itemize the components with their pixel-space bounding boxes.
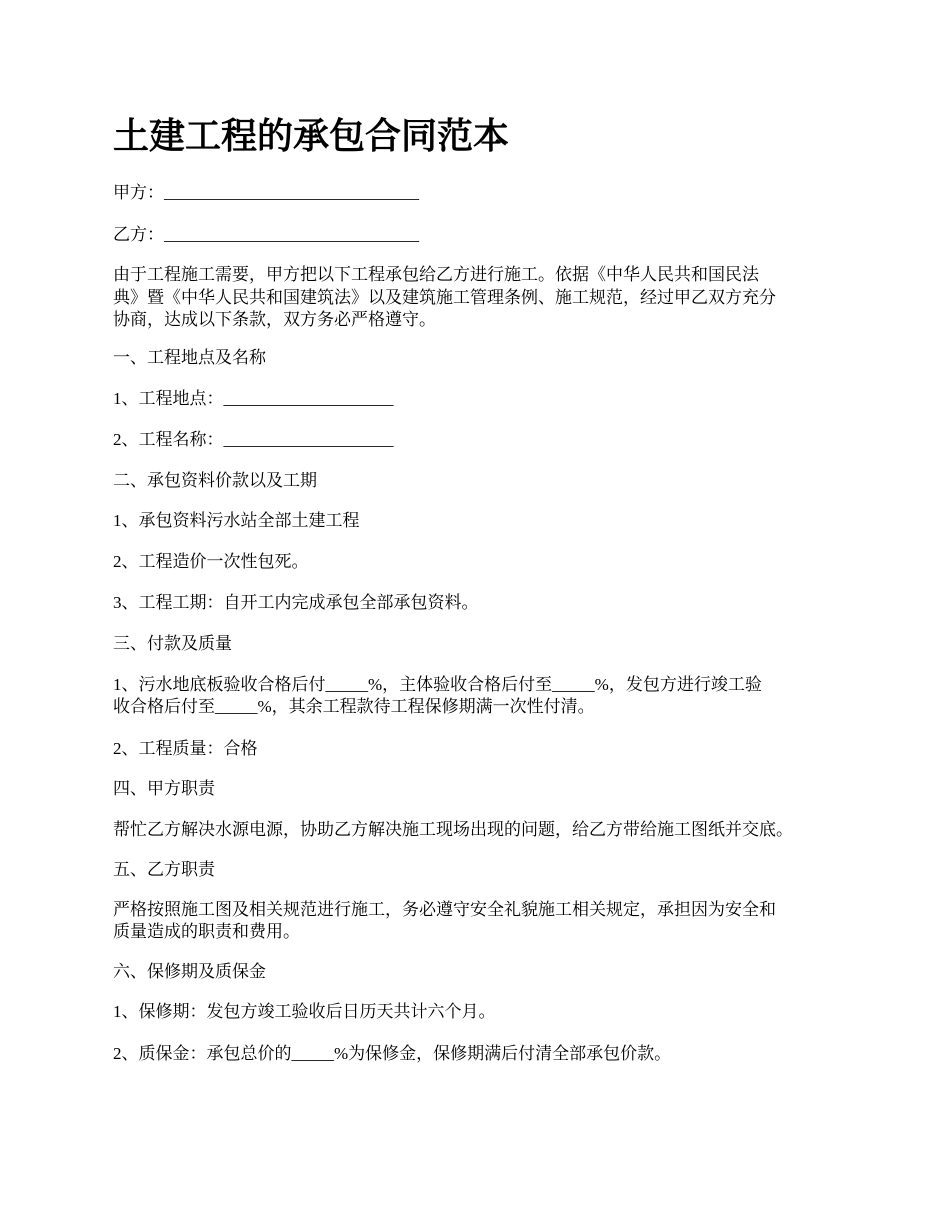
intro-paragraph-line: 协商，达成以下条款，双方务必严格遵守。	[113, 310, 436, 329]
party-a-field: 甲方：______________________________	[113, 183, 419, 202]
payment-clause-line: 1、污水地底板验收合格后付_____%，主体验收合格后付至_____%，发包方进行竣工验	[113, 675, 762, 694]
clause-item: 3、工程工期：自开工内完成承包全部承包资料。	[113, 593, 479, 612]
section-heading-price: 二、承包资料价款以及工期	[113, 471, 317, 490]
section-heading-party-b-duties: 五、乙方职责	[113, 860, 215, 879]
party-b-field: 乙方：______________________________	[113, 225, 419, 244]
intro-paragraph-line: 由于工程施工需要，甲方把以下工程承包给乙方进行施工。依据《中华人民共和国民法	[113, 265, 759, 284]
clause-item: 2、工程造价一次性包死。	[113, 552, 309, 571]
retention-money-clause: 2、质保金：承包总价的_____%为保修金，保修期满后付清全部承包价款。	[113, 1044, 672, 1063]
intro-paragraph-line: 典》暨《中华人民共和国建筑法》以及建筑施工管理条例、施工规范，经过甲乙双方充分	[113, 288, 776, 307]
party-a-duties-text: 帮忙乙方解决水源电源，协助乙方解决施工现场出现的问题，给乙方带给施工图纸并交底。	[113, 820, 793, 839]
payment-clause-line: 收合格后付至_____%，其余工程款待工程保修期满一次性付清。	[113, 697, 595, 716]
party-b-duties-line: 严格按照施工图及相关规范进行施工，务必遵守安全礼貌施工相关规定，承担因为安全和	[113, 900, 776, 919]
section-heading-payment: 三、付款及质量	[113, 634, 232, 653]
section-heading-warranty: 六、保修期及质保金	[113, 962, 266, 981]
project-name-field: 2、工程名称：____________________	[113, 430, 394, 449]
warranty-period-clause: 1、保修期：发包方竣工验收后日历天共计六个月。	[113, 1002, 496, 1021]
section-heading-party-a-duties: 四、甲方职责	[113, 779, 215, 798]
document-title: 土建工程的承包合同范本	[113, 115, 510, 157]
clause-item: 1、承包资料污水站全部土建工程	[113, 511, 360, 530]
party-b-duties-line: 质量造成的职责和费用。	[113, 922, 300, 941]
project-location-field: 1、工程地点：____________________	[113, 389, 394, 408]
quality-clause: 2、工程质量：合格	[113, 739, 258, 758]
section-heading-location: 一、工程地点及名称	[113, 348, 266, 367]
